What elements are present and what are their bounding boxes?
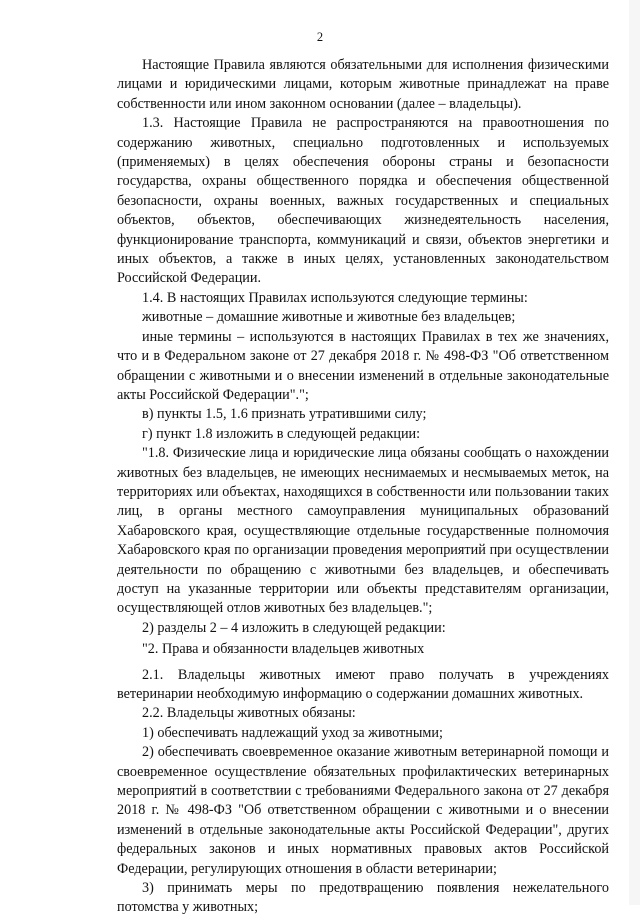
- amendment-sections: 2) разделы 2 – 4 изложить в следующей редакции:: [142, 619, 446, 636]
- document-body: [117, 56, 609, 918]
- amendment-g: г) пункт 1.8 изложить в следующей редакции:: [142, 425, 421, 442]
- section-heading: "2. Права и обязанности владельцев животных: [142, 641, 425, 658]
- term-animals: животные – домашние животные и животные без владельцев;: [142, 309, 516, 326]
- paragraph-2-2: 2.2. Владельцы животных обязаны:: [142, 705, 356, 722]
- list-item-3: 3) принимать меры по предотвращению появления нежелательного потомства у животных;: [117, 880, 609, 916]
- term-other: иные термины – используются в настоящих Правилах в тех же значениях, что и в Федеральном законе от 27 декабря 2018 г. № 498-ФЗ "Об ответственном обращении с животными и о внесении изменений в отдельные законодательные акты Российской Федерации".";: [117, 328, 609, 403]
- paragraph: Настоящие Правила являются обязательными для исполнения физическими лицами и юридическими лицами, которым животные принадлежат на праве собственности или ином законном основании (далее – владельцы).: [117, 57, 609, 112]
- paragraph-1-8: "1.8. Физические лица и юридические лица обязаны сообщать о нахождении животных без владельцев, не имеющих неснимаемых и несмываемых меток, на территориях или объектах, находящихся в собственности или пользовании таких лиц, в органы местного самоуправления муниципальных образований Хабаровского края, осуществляющие отдельные государственные полномочия Хабаровского края по организации проведения мероприятий при осуществлении деятельности по обращению с животными без владельцев, и обеспечивать доступ на указанные территории или объекты представителям организации, осуществляющей отлов животных без владельцев.";: [117, 445, 609, 617]
- page-number: 2: [316, 30, 324, 44]
- list-item-1: 1) обеспечивать надлежащий уход за животными;: [142, 724, 443, 741]
- paragraph-1-3: 1.3. Настоящие Правила не распространяются на правоотношения по содержанию животных, специально подготовленных и используемых (применяемых) в целях обеспечения обороны страны и безопасности государства, охраны общественного порядка и обеспечения общественной безопасности, охраны военных, важных государственных и специальных объектов, объектов, обеспечивающих жизнедеятельность населения, функционирование транспорта, коммуникаций и связи, объектов энергетики и иных объектов, а также в иных целях, установленных законодательством Российской Федерации.: [117, 115, 609, 287]
- list-item-2: 2) обеспечивать своевременное оказание животным ветеринарной помощи и своевременное осуществление обязательных профилактических ветеринарных мероприятий в соответствии с требованиями Федерального закона от 27 декабря 2018 г. № 498-ФЗ "Об ответственном обращении с животными и о внесении изменений в отдельные законодательные акты Российской Федерации", других федеральных законов и иных нормативных правовых актов Российской Федерации, регулирующих отношения в области ветеринарии;: [117, 744, 609, 877]
- paragraph-2-1: 2.1. Владельцы животных имеют право получать в учреждениях ветеринарии необходимую информацию о содержании домашних животных.: [117, 666, 609, 702]
- paragraph-1-4: 1.4. В настоящих Правилах используются следующие термины:: [142, 289, 528, 306]
- amendment-v: в) пункты 1.5, 1.6 признать утратившими силу;: [142, 406, 427, 423]
- scan-edge: [629, 0, 640, 905]
